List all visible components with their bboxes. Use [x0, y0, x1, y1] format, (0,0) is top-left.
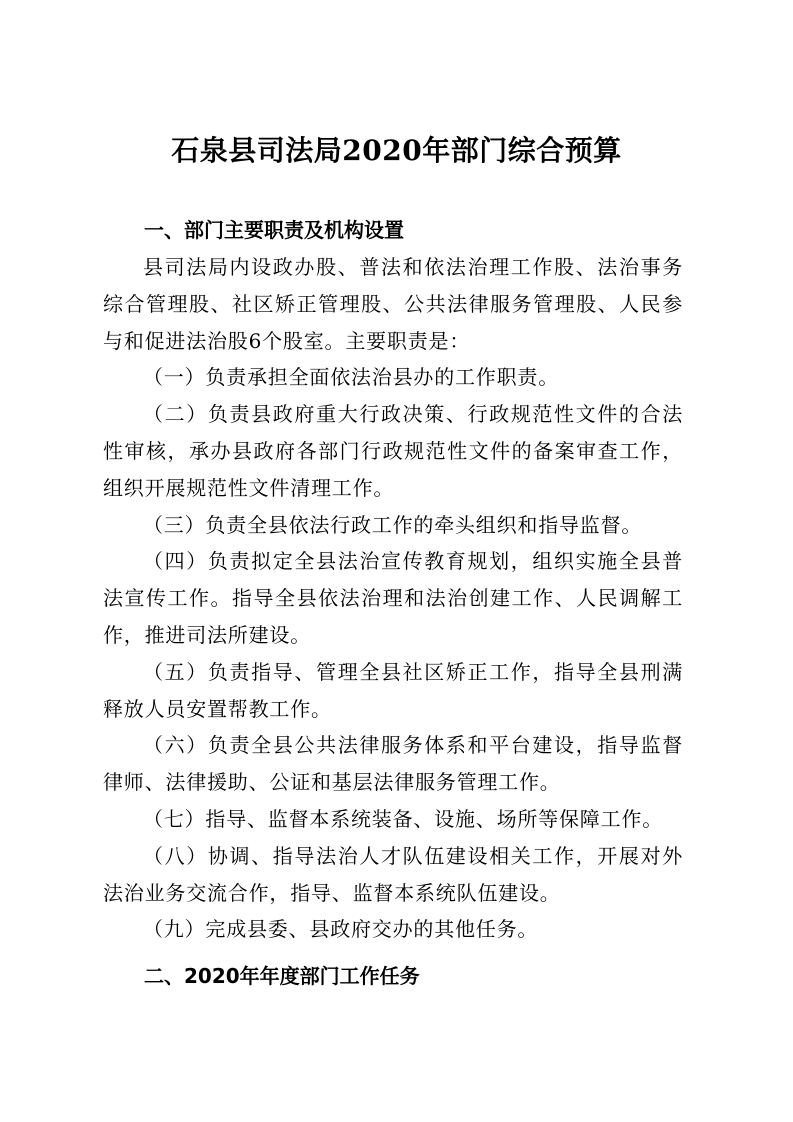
- paragraph-duty-7: （七）指导、监督本系统装备、设施、场所等保障工作。: [143, 806, 663, 831]
- paragraph-duty-3: （三）负责全县依法行政工作的牵头组织和指导监督。: [143, 512, 643, 537]
- paragraph-duty-6: （六）负责全县公共法律服务体系和平台建设，指导监督律师、法律援助、公证和基层法律服务管理工作。: [103, 733, 683, 795]
- paragraph-duty-2: （二）负责县政府重大行政决策、行政规范性文件的合法性审核，承办县政府各部门行政规范性文件的备案审查工作，组织开展规范性文件清理工作。: [103, 402, 683, 500]
- paragraph-duty-4: （四）负责拟定全县法治宣传教育规划，组织实施全县普法宣传工作。指导全县依法治理和法治创建工作、人民调解工作，推进司法所建设。: [103, 549, 683, 647]
- section-heading-tasks: 二、2020年年度部门工作任务: [144, 964, 420, 988]
- paragraph-duty-1: （一）负责承担全面依法治县办的工作职责。: [143, 365, 559, 390]
- document-title: 石泉县司法局2020年部门综合预算: [171, 134, 622, 167]
- paragraph-duty-8: （八）协调、指导法治人才队伍建设相关工作，开展对外法治业务交流合作，指导、监督本系统队伍建设。: [103, 843, 683, 905]
- paragraph-duty-5: （五）负责指导、管理全县社区矫正工作，指导全县刑满释放人员安置帮教工作。: [103, 659, 683, 721]
- paragraph-intro: 县司法局内设政办股、普法和依法治理工作股、法治事务综合管理股、社区矫正管理股、公共法律服务管理股、人民参与和促进法治股6个股室。主要职责是：: [103, 255, 683, 353]
- paragraph-duty-9: （九）完成县委、县政府交办的其他任务。: [143, 917, 539, 942]
- section-heading-duties: 一、部门主要职责及机构设置: [144, 218, 404, 242]
- document-body: [103, 249, 683, 948]
